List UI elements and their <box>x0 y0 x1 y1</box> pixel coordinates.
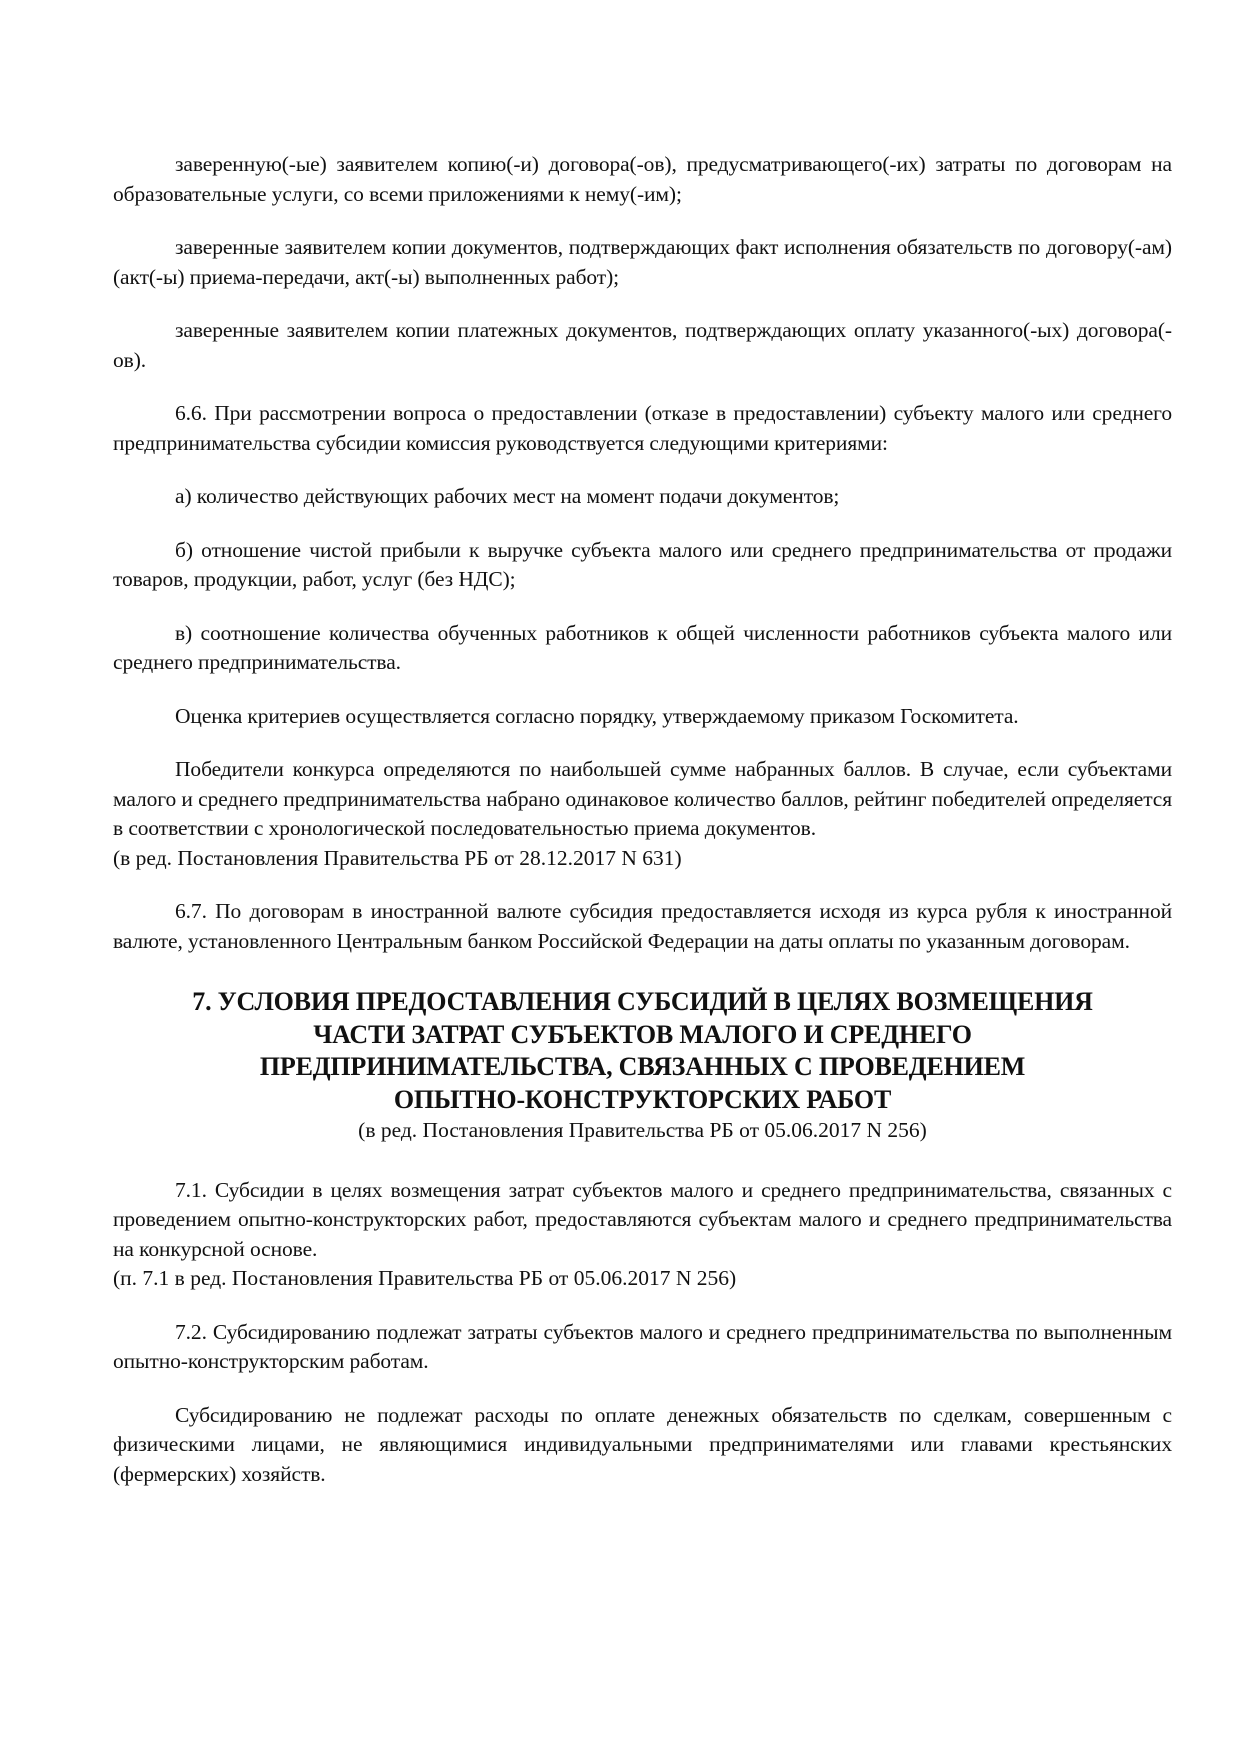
criterion-a: а) количество действующих рабочих мест на момент подачи документов; <box>175 484 840 508</box>
heading-line: 7. УСЛОВИЯ ПРЕДОСТАВЛЕНИЯ СУБСИДИЙ В ЦЕЛЯХ ВОЗМЕЩЕНИЯ <box>192 987 1093 1016</box>
paragraph-evaluation: Оценка критериев осуществляется согласно порядку, утверждаемому приказом Госкомитета. <box>175 703 1019 728</box>
paragraph-exclusion: Субсидированию не подлежат расходы по оплате денежных обязательств по сделкам, совершенным с физическими лицами, не являющимися индивидуальными предпринимателями или главами крестьянских (фермерских) хозяйств. <box>113 1402 1172 1486</box>
heading-line: ОПЫТНО-КОНСТРУКТОРСКИХ РАБОТ <box>393 1084 892 1114</box>
paragraph-copies-acts: заверенные заявителем копии документов, подтверждающих факт исполнения обязательств по договору(-ам) (акт(-ы) приема-передачи, акт(-ы) выполненных работ); <box>113 235 1172 289</box>
amendment-note-winners: (в ред. Постановления Правительства РБ от 28.12.2017 N 631) <box>113 845 682 870</box>
heading-line: ПРЕДПРИНИМАТЕЛЬСТВА, СВЯЗАННЫХ С ПРОВЕДЕНИЕМ <box>259 1052 1026 1081</box>
paragraph-7-1: 7.1. Субсидии в целях возмещения затрат субъектов малого и среднего предпринимательства, связанных с проведением опытно-конструкторских работ, предоставляются субъектам малого и среднего предпринимательства на конкурсной основе. <box>113 1177 1172 1261</box>
paragraph-winners: Победители конкурса определяются по наибольшей сумме набранных баллов. В случае, если субъектами малого и среднего предпринимательства набрано одинаковое количество баллов, рейтинг победителей определяется в соответствии с хронологической последовательностью приема документов. <box>113 757 1172 840</box>
section-7-heading <box>113 986 1172 1116</box>
paragraph-6-7: 6.7. По договорам в иностранной валюте субсидия предоставляется исходя из курса рубля к иностранной валюте, установленного Центральным банком Российской Федерации на даты оплаты по указанным договорам. <box>113 899 1172 953</box>
paragraph-copies-contracts: заверенную(-ые) заявителем копию(-и) договора(-ов), предусматривающего(-их) затраты по договорам на образовательные услуги, со всеми приложениями к нему(-им); <box>113 152 1172 206</box>
criterion-v: в) соотношение количества обученных работников к общей численности работников субъекта малого или среднего предпринимательства. <box>113 620 1172 674</box>
heading-line: ЧАСТИ ЗАТРАТ СУБЪЕКТОВ МАЛОГО И СРЕДНЕГО <box>313 1019 972 1049</box>
paragraph-copies-payments: заверенные заявителем копии платежных документов, подтверждающих оплату указанного(-ых) договора(-ов). <box>113 318 1172 372</box>
criterion-b: б) отношение чистой прибыли к выручке субъекта малого или среднего предпринимательства от продажи товаров, продукции, работ, услуг (без НДС); <box>113 537 1172 591</box>
section-7-amendment-note: (в ред. Постановления Правительства РБ от 05.06.2017 N 256) <box>358 1118 927 1142</box>
amendment-note-7-1: (п. 7.1 в ред. Постановления Правительства РБ от 05.06.2017 N 256) <box>113 1266 737 1290</box>
paragraph-6-6: 6.6. При рассмотрении вопроса о предоставлении (отказе в предоставлении) субъекту малого или среднего предпринимательства субсидии комиссия руководствуется следующими критериями: <box>113 401 1172 455</box>
document-page <box>113 150 1172 1513</box>
paragraph-7-2: 7.2. Субсидированию подлежат затраты субъектов малого и среднего предпринимательства по выполненным опытно-конструкторским работам. <box>113 1319 1172 1373</box>
